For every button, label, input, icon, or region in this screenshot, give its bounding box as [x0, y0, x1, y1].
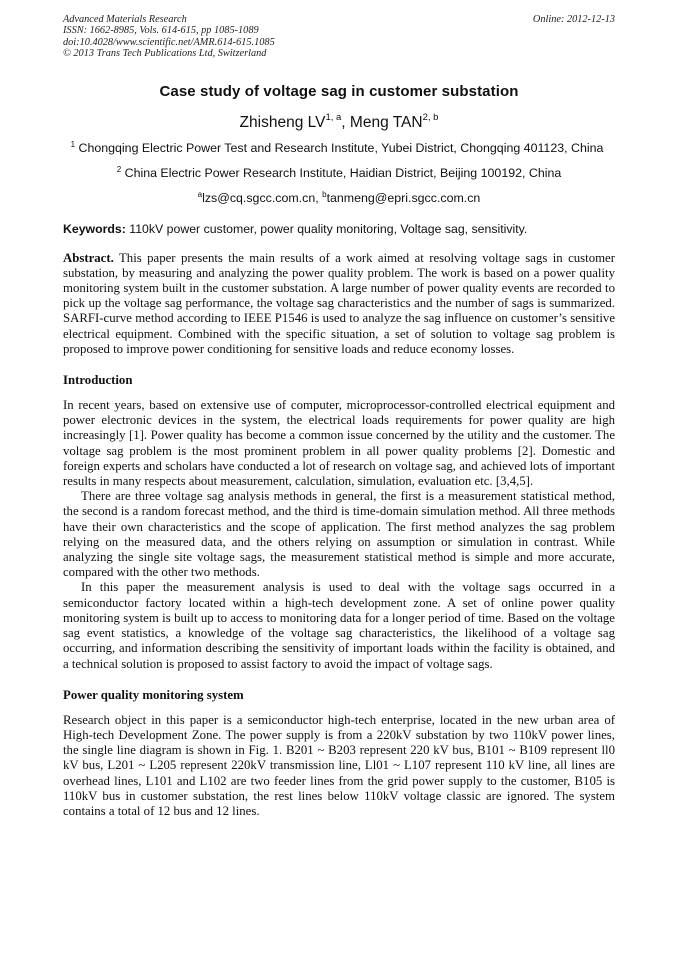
paragraph: There are three voltage sag analysis methods in general, the first is a measurement statistical method, the second is a random forecast method, and the third is time-domain simulation method. All three methods have their own characteristics and the scope of application. The first method analyzes the sag problem relying on the measured data, and the others relying on assumption or simulation in contrast. While analyzing the single site voltage sags, the measurement statistical method is simple and more accurate, compared with the other two methods. [63, 489, 615, 580]
section-heading-power-quality-monitoring: Power quality monitoring system [63, 687, 244, 702]
abstract [63, 251, 615, 357]
email-mark: b [322, 189, 327, 199]
section-heading-introduction: Introduction [63, 373, 133, 388]
author-emails [63, 188, 615, 205]
author-affiliation-mark: 2, b [422, 111, 439, 123]
affiliation-1 [59, 138, 615, 155]
keywords [63, 222, 615, 236]
paper-page [63, 14, 615, 819]
email-link[interactable]: lzs@cq.sgcc.com.cn, [202, 190, 323, 205]
abstract-text: This paper presents the main results of a work aimed at resolving voltage sags in customer substation, by measuring and analyzing the power quality problem. The work is based on a power quality monitoring system built in the customer substation. A large number of power quality events are recorded to pick up the voltage sag performance, the voltage sag characteristics and the number of sags is summarized. SARFI-curve method according to IEEE P1546 is used to analyze the sag influence on customer’s sensitive electrical equipment. Combined with the specific situation, a set of solution to voltage sag problem is proposed to improve power conditioning for sensitive loads and reduce economy losses. [63, 250, 615, 356]
author-line [63, 112, 615, 132]
online-date: Online: 2012-12-13 [532, 14, 615, 25]
author-affiliation-mark: 1, a [325, 111, 342, 123]
journal-doi: doi:10.4028/www.scientific.net/AMR.614-615.1085 [63, 36, 275, 48]
author-name: Meng TAN [349, 113, 423, 131]
paper-title: Case study of voltage sag in customer substation [159, 82, 519, 100]
affiliation-mark: 1 [70, 139, 76, 149]
paragraph: In this paper the measurement analysis is used to deal with the voltage sags occurred in a semiconductor factory located within a high-tech development zone. A set of online power quality monitoring system is built up to access to monitoring data for a longer period of time. Based on the voltage sag event statistics, a knowledge of the voltage sag characteristics, the likelihood of a voltage sag occurring, and information describing the sensitivity of important loads within the facility is obtained, and a technical solution is proposed to assist factory to avoid the impact of voltage sags. [63, 580, 615, 671]
journal-name: Advanced Materials Research [63, 14, 187, 25]
author-separator: , [341, 113, 350, 131]
paragraph: In recent years, based on extensive use of computer, microprocessor-controlled electrical equipment and power electronic devices in the system, the electrical loads requirements for power quality are high increasingly [1]. Power quality has become a common issue concerned by the utility and the customer. The voltage sag problem is the most prominent problem in all power quality problems [2]. Domestic and foreign experts and scholars have conducted a lot of research on voltage sag, and achieved lots of important results in many respects about measurement, calculation, simulation, evaluation etc. [3,4,5]. [63, 398, 615, 489]
journal-header [63, 14, 615, 60]
author-name: Zhisheng LV [239, 113, 326, 131]
keywords-text: 110kV power customer, power quality monitoring, Voltage sag, sensitivity. [125, 221, 528, 236]
abstract-label: Abstract. [63, 250, 114, 265]
affiliation-mark: 2 [116, 164, 122, 174]
email-mark: a [197, 189, 203, 199]
email-link[interactable]: tanmeng@epri.sgcc.com.cn [326, 190, 481, 205]
affiliation-2 [63, 163, 615, 180]
paragraph: Research object in this paper is a semiconductor high-tech enterprise, located in the new urban area of High-tech Development Zone. The power supply is from a 220kV substation by two 110kV power lines, the single line diagram is shown in Fig. 1. B201 ~ B203 represent 220 kV bus, B101 ~ B109 represent ll0 kV bus, L201 ~ L205 represent 220kV transmission line, Ll01 ~ L107 represent 110 kV line, all lines are overhead lines, L101 and L102 are two feeder lines from the grid power supply to the customer, B105 is 110kV bus in customer substation, the rest lines below 110kV voltage classic are ignored. The system contains a total of 12 bus and 12 lines. [63, 712, 615, 818]
keywords-label: Keywords: [63, 221, 126, 236]
affiliation-text: Chongqing Electric Power Test and Research Institute, Yubei District, Chongqing 401123, China [75, 140, 604, 155]
journal-info [63, 14, 275, 60]
journal-copyright: © 2013 Trans Tech Publications Ltd, Switzerland [63, 48, 267, 60]
journal-issn: ISSN: 1662-8985, Vols. 614-615, pp 1085-1089 [63, 25, 259, 37]
affiliation-text: China Electric Power Research Institute, Haidian District, Beijing 100192, China [121, 165, 562, 180]
